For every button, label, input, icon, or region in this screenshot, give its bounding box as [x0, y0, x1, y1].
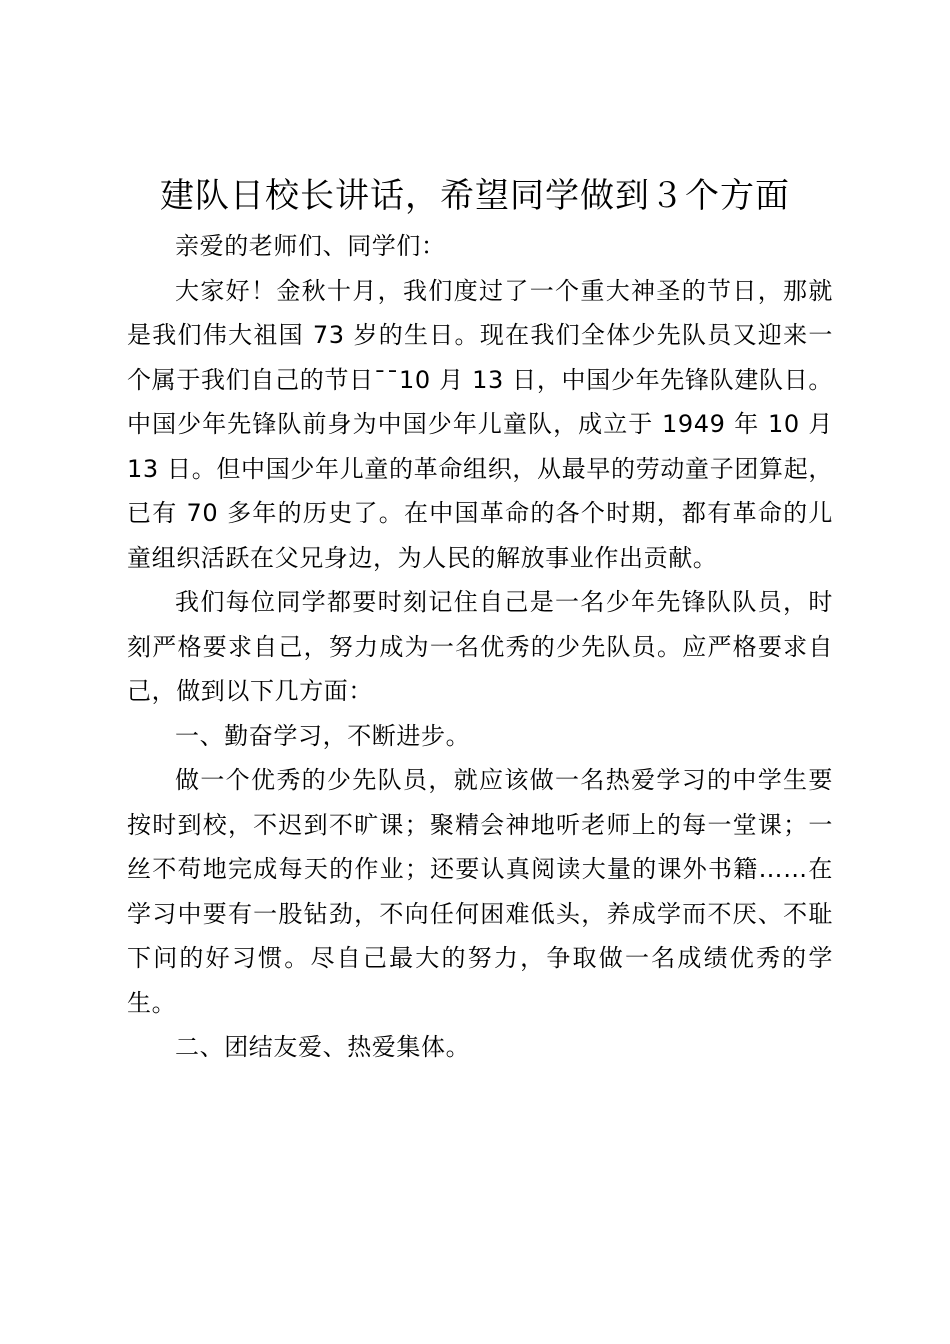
section-heading-1: 一、勤奋学习，不断进步。 — [175, 721, 471, 750]
paragraph-intro: 大家好！金秋十月，我们度过了一个重大神圣的节日，那就是我们伟大祖国 73 岁的生日。现在我们全体少先队员又迎来一个属于我们自己的节日¯¯10 月 13 日，中国少年先锋队建队日。中国少年先锋队前身为中国少年儿童队，成立于 1949 年 10 月 13 日。但中国少年儿童的革命组织，从最早的劳动童子团算起，已有 70 多年的历史了。在中国革命的各个时期，都有革命的儿童组织活跃在父兄身边，为人民的解放事业作出贡献。 — [127, 276, 833, 572]
paragraph-study: 做一个优秀的少先队员，就应该做一名热爱学习的中学生要按时到校，不迟到不旷课；聚精会神地听老师上的每一堂课；一丝不苟地完成每天的作业；还要认真阅读大量的课外书籍……在学习中要有一股钻劲，不向任何困难低头，养成学而不厌、不耻下问的好习惯。尽自己最大的努力，争取做一名成绩优秀的学生。 — [127, 766, 833, 1017]
paragraph-requirements: 我们每位同学都要时刻记住自己是一名少年先锋队队员，时刻严格要求自己，努力成为一名优秀的少先队员。应严格要求自己，做到以下几方面： — [127, 588, 833, 705]
section-heading-2: 二、团结友爱、热爱集体。 — [175, 1033, 471, 1061]
document-title: 建队日校长讲话，希望同学做到３个方面 — [160, 176, 790, 216]
document-body — [127, 224, 833, 1070]
paragraph-greeting: 亲爱的老师们、同学们： — [175, 232, 446, 260]
